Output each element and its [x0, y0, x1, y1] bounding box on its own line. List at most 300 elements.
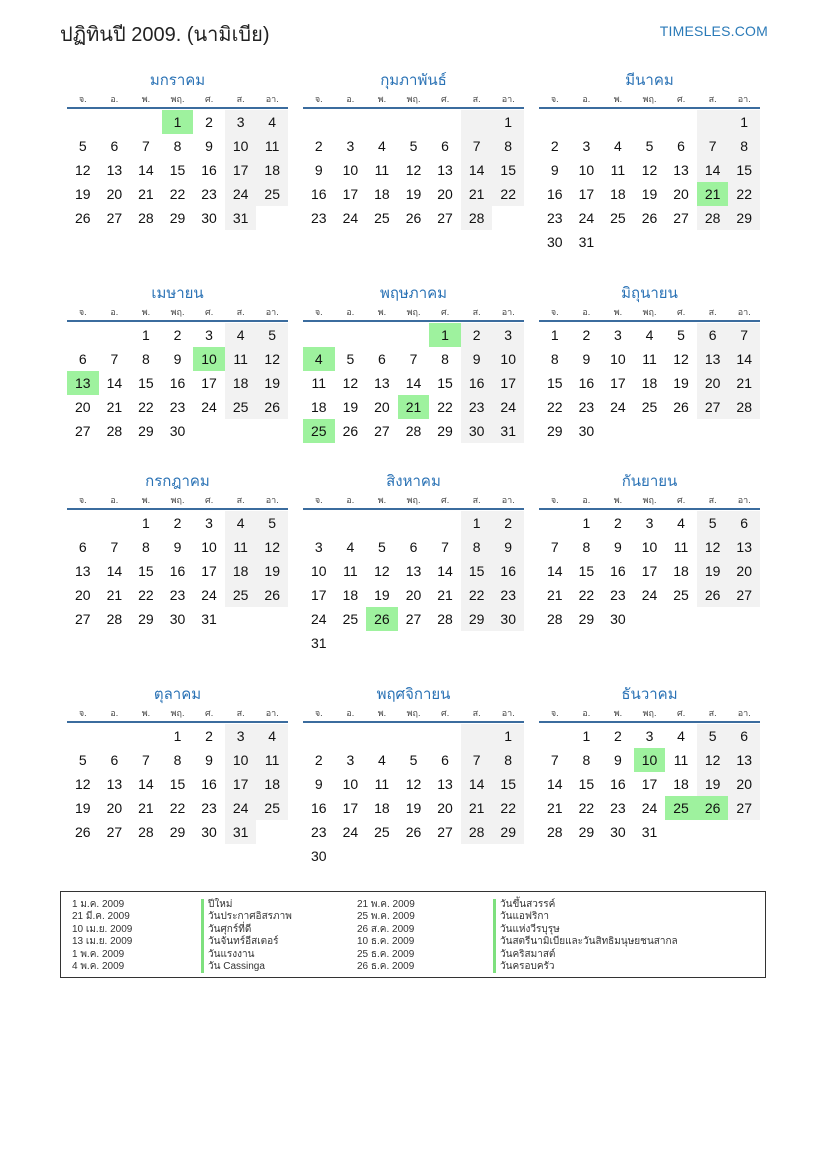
- legend-names-col-2: [493, 899, 678, 973]
- day-cell: 11: [610, 162, 626, 178]
- day-cell: 22: [578, 800, 595, 816]
- day-cell: 6: [697, 323, 729, 347]
- legend-date: 13 เม.ย. 2009: [72, 936, 133, 948]
- day-cell: 25: [374, 824, 390, 840]
- weekday-label: ศ.: [440, 495, 450, 505]
- weekday-label: จ.: [314, 94, 323, 104]
- day-cell: 22: [492, 182, 524, 206]
- day-cell: 24: [641, 587, 658, 603]
- empty-day-cell: [67, 323, 99, 347]
- weekday-header: [67, 92, 288, 109]
- day-cell: 28: [405, 423, 422, 439]
- day-cell: 5: [409, 752, 418, 768]
- day-cell: 18: [256, 158, 288, 182]
- holiday-day-cell: 1: [429, 323, 461, 347]
- day-cell: 25: [256, 796, 288, 820]
- empty-day-cell: [602, 110, 634, 134]
- day-cell: 16: [310, 800, 327, 816]
- page-title: ปฏิทินปี 2009. (นามิเบีย): [60, 24, 270, 46]
- holiday-day-cell: 26: [697, 796, 729, 820]
- day-cell: 4: [346, 539, 355, 555]
- weekday-label: จ.: [550, 94, 559, 104]
- empty-day-cell: [461, 724, 493, 748]
- day-cell: 8: [142, 351, 150, 367]
- day-cell: 18: [256, 772, 288, 796]
- day-cell: 14: [461, 772, 493, 796]
- days-grid: [303, 323, 524, 443]
- month-name: มีนาคม: [625, 72, 674, 89]
- day-cell: 17: [578, 186, 595, 202]
- day-cell: 10: [578, 162, 595, 178]
- brand-link[interactable]: TIMESLES.COM: [659, 23, 768, 39]
- day-cell: 4: [645, 327, 654, 343]
- empty-day-cell: [303, 511, 335, 535]
- day-cell: 27: [437, 824, 453, 840]
- weekday-label: พฤ.: [406, 307, 421, 317]
- month-block: [303, 684, 524, 868]
- day-cell: 17: [201, 375, 217, 391]
- day-cell: 19: [74, 186, 91, 202]
- day-cell: 17: [342, 800, 359, 816]
- month-block: [539, 70, 760, 254]
- day-cell: 11: [225, 535, 257, 559]
- days-grid: [303, 724, 524, 868]
- day-cell: 2: [614, 728, 622, 744]
- empty-day-cell: [539, 511, 571, 535]
- holiday-day-cell: 10: [193, 347, 225, 371]
- day-cell: 24: [225, 182, 257, 206]
- day-cell: 17: [610, 375, 626, 391]
- day-cell: 6: [78, 351, 87, 367]
- weekday-label: ส.: [472, 708, 481, 718]
- day-cell: 15: [461, 559, 493, 583]
- days-grid: [539, 110, 760, 254]
- empty-day-cell: [130, 724, 162, 748]
- legend-holiday-name: วันศุกร์ที่ดี: [201, 924, 292, 936]
- day-cell: 12: [74, 776, 91, 792]
- day-cell: 19: [256, 371, 288, 395]
- day-cell: 15: [578, 563, 595, 579]
- day-cell: 6: [728, 724, 760, 748]
- day-cell: 23: [310, 824, 327, 840]
- day-cell: 31: [310, 635, 327, 651]
- day-cell: 30: [169, 611, 186, 627]
- day-cell: 20: [437, 800, 453, 816]
- day-cell: 15: [138, 375, 154, 391]
- day-cell: 13: [728, 535, 760, 559]
- day-cell: 5: [697, 724, 729, 748]
- day-cell: 7: [110, 539, 119, 555]
- day-cell: 30: [610, 824, 626, 840]
- day-cell: 22: [578, 587, 595, 603]
- day-cell: 27: [74, 423, 91, 439]
- empty-day-cell: [67, 110, 99, 134]
- day-cell: 24: [578, 210, 595, 226]
- day-cell: 6: [441, 138, 449, 154]
- day-cell: 3: [645, 728, 654, 744]
- day-cell: 21: [437, 587, 453, 603]
- day-cell: 25: [610, 210, 626, 226]
- empty-day-cell: [99, 110, 131, 134]
- days-grid: [67, 511, 288, 631]
- day-cell: 12: [74, 162, 91, 178]
- day-cell: 1: [728, 110, 760, 134]
- month-name: กรกฎาคม: [145, 473, 210, 490]
- day-cell: 7: [461, 748, 493, 772]
- day-cell: 24: [342, 824, 359, 840]
- legend-holiday-name: วันประกาศอิสรภาพ: [201, 911, 292, 923]
- month-block: [539, 684, 760, 844]
- day-cell: 13: [106, 776, 123, 792]
- day-cell: 4: [225, 323, 257, 347]
- days-grid: [539, 724, 760, 844]
- day-cell: 3: [346, 138, 355, 154]
- day-cell: 2: [614, 515, 622, 531]
- day-cell: 29: [138, 611, 154, 627]
- day-cell: 6: [441, 752, 449, 768]
- day-cell: 2: [550, 138, 559, 154]
- month-block: [67, 70, 288, 230]
- day-cell: 21: [138, 186, 154, 202]
- day-cell: 16: [546, 186, 563, 202]
- day-cell: 19: [673, 375, 689, 391]
- day-cell: 22: [169, 800, 186, 816]
- day-cell: 31: [641, 824, 658, 840]
- day-cell: 23: [201, 186, 217, 202]
- day-cell: 29: [461, 607, 493, 631]
- day-cell: 11: [311, 375, 327, 391]
- weekday-header: [67, 493, 288, 510]
- day-cell: 20: [374, 399, 390, 415]
- day-cell: 22: [728, 182, 760, 206]
- day-cell: 11: [256, 134, 288, 158]
- weekday-label: ส.: [236, 495, 245, 505]
- day-cell: 7: [461, 134, 493, 158]
- empty-day-cell: [335, 724, 367, 748]
- holiday-day-cell: 13: [67, 371, 99, 395]
- weekday-label: อ.: [346, 94, 355, 104]
- day-cell: 24: [610, 399, 626, 415]
- day-cell: 14: [405, 375, 422, 391]
- day-cell: 7: [142, 138, 150, 154]
- day-cell: 14: [546, 563, 563, 579]
- day-cell: 11: [673, 752, 689, 768]
- weekday-label: จ.: [550, 495, 559, 505]
- day-cell: 28: [138, 824, 154, 840]
- day-cell: 16: [610, 776, 626, 792]
- empty-day-cell: [398, 724, 430, 748]
- weekday-label: พฤ.: [170, 307, 185, 317]
- day-cell: 21: [546, 587, 563, 603]
- legend-holiday-name: วันขึ้นสวรรค์: [493, 899, 678, 911]
- day-cell: 23: [546, 210, 563, 226]
- day-cell: 15: [578, 776, 595, 792]
- weekday-label: ส.: [236, 708, 245, 718]
- weekday-label: พ.: [377, 94, 387, 104]
- weekday-label: ศ.: [440, 94, 450, 104]
- month-block: [303, 471, 524, 655]
- day-cell: 2: [314, 752, 323, 768]
- day-cell: 30: [169, 423, 186, 439]
- day-cell: 18: [673, 563, 689, 579]
- weekday-label: พฤ.: [642, 94, 657, 104]
- empty-day-cell: [99, 724, 131, 748]
- day-cell: 24: [342, 210, 359, 226]
- day-cell: 29: [578, 824, 595, 840]
- day-cell: 31: [201, 611, 217, 627]
- day-cell: 7: [142, 752, 150, 768]
- day-cell: 23: [169, 399, 186, 415]
- empty-day-cell: [335, 511, 367, 535]
- day-cell: 5: [697, 511, 729, 535]
- weekday-label: ศ.: [440, 708, 450, 718]
- weekday-label: ศ.: [204, 307, 214, 317]
- legend-date: 26 ส.ค. 2009: [357, 923, 415, 935]
- empty-day-cell: [99, 511, 131, 535]
- legend-holiday-name: วันคริสมาสต์: [493, 949, 678, 961]
- day-cell: 1: [461, 511, 493, 535]
- month-name: ตุลาคม: [153, 686, 202, 703]
- weekday-label: พ.: [613, 495, 623, 505]
- day-cell: 10: [610, 351, 626, 367]
- day-cell: 7: [728, 323, 760, 347]
- weekday-label: อ.: [582, 94, 591, 104]
- month-name: มกราคม: [149, 72, 206, 89]
- legend-date: 4 พ.ค. 2009: [72, 961, 125, 973]
- day-cell: 22: [138, 587, 154, 603]
- weekday-label: อา.: [265, 495, 279, 505]
- day-cell: 19: [342, 399, 359, 415]
- empty-day-cell: [335, 110, 367, 134]
- day-cell: 14: [138, 162, 154, 178]
- day-cell: 5: [677, 327, 685, 343]
- day-cell: 17: [641, 563, 658, 579]
- holiday-day-cell: 25: [303, 419, 335, 443]
- weekday-header: [539, 493, 760, 510]
- weekday-label: อ.: [582, 495, 591, 505]
- day-cell: 3: [225, 724, 257, 748]
- weekday-label: อา.: [265, 307, 279, 317]
- day-cell: 9: [205, 138, 213, 154]
- weekday-label: อ.: [110, 495, 119, 505]
- day-cell: 24: [201, 587, 217, 603]
- empty-day-cell: [571, 110, 603, 134]
- weekday-label: ส.: [708, 495, 717, 505]
- day-cell: 13: [697, 347, 729, 371]
- day-cell: 6: [78, 539, 87, 555]
- day-cell: 16: [310, 186, 327, 202]
- day-cell: 1: [492, 724, 524, 748]
- day-cell: 27: [673, 210, 689, 226]
- day-cell: 16: [461, 371, 493, 395]
- day-cell: 26: [405, 210, 422, 226]
- day-cell: 28: [546, 824, 563, 840]
- weekday-label: อา.: [265, 708, 279, 718]
- day-cell: 21: [106, 587, 123, 603]
- day-cell: 19: [374, 587, 390, 603]
- weekday-label: จ.: [78, 94, 87, 104]
- day-cell: 11: [343, 563, 358, 579]
- day-cell: 13: [673, 162, 689, 178]
- day-cell: 4: [677, 728, 685, 744]
- day-cell: 6: [110, 752, 119, 768]
- weekday-label: ศ.: [676, 94, 686, 104]
- day-cell: 20: [673, 186, 689, 202]
- day-cell: 4: [256, 724, 288, 748]
- legend-holiday-name: ปีใหม่: [201, 899, 292, 911]
- day-cell: 9: [492, 535, 524, 559]
- day-cell: 26: [697, 583, 729, 607]
- day-cell: 11: [642, 351, 657, 367]
- day-cell: 26: [342, 423, 359, 439]
- day-cell: 5: [378, 539, 386, 555]
- day-cell: 7: [110, 351, 119, 367]
- day-cell: 13: [374, 375, 390, 391]
- month-name: เมษายน: [151, 285, 204, 302]
- weekday-label: ส.: [236, 94, 245, 104]
- holiday-day-cell: 26: [366, 607, 398, 631]
- day-cell: 30: [201, 824, 217, 840]
- day-cell: 25: [225, 395, 257, 419]
- weekday-label: ศ.: [676, 495, 686, 505]
- day-cell: 2: [314, 138, 323, 154]
- day-cell: 2: [582, 327, 591, 343]
- day-cell: 7: [550, 752, 559, 768]
- day-cell: 13: [437, 162, 453, 178]
- empty-day-cell: [429, 110, 461, 134]
- holiday-legend: [60, 891, 766, 978]
- day-cell: 17: [310, 587, 327, 603]
- day-cell: 1: [142, 327, 150, 343]
- day-cell: 8: [173, 138, 182, 154]
- day-cell: 14: [728, 347, 760, 371]
- weekday-label: อา.: [501, 708, 515, 718]
- day-cell: 2: [492, 511, 524, 535]
- day-cell: 18: [673, 776, 689, 792]
- day-cell: 7: [409, 351, 418, 367]
- legend-date: 10 ธ.ค. 2009: [357, 936, 415, 948]
- day-cell: 3: [614, 327, 622, 343]
- day-cell: 20: [405, 587, 422, 603]
- weekday-label: พ.: [141, 94, 151, 104]
- empty-day-cell: [366, 724, 398, 748]
- day-cell: 27: [374, 423, 390, 439]
- day-cell: 1: [582, 728, 591, 744]
- month-block: [67, 283, 288, 443]
- day-cell: 12: [697, 748, 729, 772]
- weekday-label: พฤ.: [406, 708, 421, 718]
- month-block: [67, 471, 288, 631]
- day-cell: 13: [405, 563, 422, 579]
- weekday-header: [303, 706, 524, 723]
- holiday-day-cell: 21: [398, 395, 430, 419]
- weekday-label: พฤ.: [170, 495, 185, 505]
- weekday-label: จ.: [78, 307, 87, 317]
- day-cell: 9: [314, 776, 323, 792]
- weekday-label: อา.: [737, 94, 751, 104]
- day-cell: 2: [205, 114, 213, 130]
- day-cell: 8: [441, 351, 449, 367]
- weekday-header: [539, 706, 760, 723]
- day-cell: 2: [461, 323, 493, 347]
- day-cell: 14: [138, 776, 154, 792]
- weekday-label: จ.: [550, 708, 559, 718]
- day-cell: 13: [437, 776, 453, 792]
- day-cell: 23: [610, 587, 626, 603]
- day-cell: 14: [461, 158, 493, 182]
- weekday-label: อา.: [737, 307, 751, 317]
- day-cell: 30: [461, 419, 493, 443]
- weekday-label: อ.: [582, 708, 591, 718]
- day-cell: 14: [697, 158, 729, 182]
- day-cell: 9: [614, 752, 622, 768]
- day-cell: 1: [142, 515, 150, 531]
- weekday-header: [303, 493, 524, 510]
- weekday-label: ส.: [472, 495, 481, 505]
- days-grid: [539, 511, 760, 631]
- legend-date: 10 เม.ย. 2009: [72, 923, 133, 935]
- day-cell: 20: [74, 587, 91, 603]
- day-cell: 28: [437, 611, 453, 627]
- empty-day-cell: [303, 323, 335, 347]
- day-cell: 3: [645, 515, 654, 531]
- day-cell: 29: [492, 820, 524, 844]
- day-cell: 10: [201, 539, 217, 555]
- day-cell: 7: [550, 539, 559, 555]
- day-cell: 23: [201, 800, 217, 816]
- day-cell: 4: [256, 110, 288, 134]
- day-cell: 15: [169, 776, 186, 792]
- empty-day-cell: [67, 511, 99, 535]
- day-cell: 27: [106, 210, 123, 226]
- day-cell: 25: [374, 210, 390, 226]
- day-cell: 8: [461, 535, 493, 559]
- day-cell: 28: [697, 206, 729, 230]
- day-cell: 24: [201, 399, 217, 415]
- weekday-label: ศ.: [676, 307, 686, 317]
- day-cell: 26: [405, 824, 422, 840]
- day-cell: 24: [225, 796, 257, 820]
- day-cell: 29: [169, 210, 186, 226]
- day-cell: 25: [342, 611, 359, 627]
- legend-holiday-name: วันแห่งวีรบุรุษ: [493, 924, 678, 936]
- day-cell: 12: [641, 162, 658, 178]
- weekday-label: จ.: [550, 307, 559, 317]
- day-cell: 8: [728, 134, 760, 158]
- weekday-label: พ.: [613, 307, 623, 317]
- day-cell: 19: [74, 800, 91, 816]
- weekday-header: [67, 706, 288, 723]
- day-cell: 8: [492, 134, 524, 158]
- weekday-label: พฤ.: [642, 708, 657, 718]
- month-block: [539, 471, 760, 631]
- day-cell: 23: [461, 395, 493, 419]
- empty-day-cell: [697, 110, 729, 134]
- weekday-label: อ.: [346, 307, 355, 317]
- day-cell: 25: [673, 587, 689, 603]
- day-cell: 14: [546, 776, 563, 792]
- day-cell: 22: [546, 399, 563, 415]
- day-cell: 17: [201, 563, 217, 579]
- day-cell: 10: [641, 539, 658, 555]
- holiday-day-cell: 25: [665, 796, 697, 820]
- empty-day-cell: [303, 110, 335, 134]
- day-cell: 2: [205, 728, 213, 744]
- day-cell: 15: [437, 375, 453, 391]
- day-cell: 20: [106, 186, 123, 202]
- day-cell: 29: [169, 824, 186, 840]
- day-cell: 27: [106, 824, 123, 840]
